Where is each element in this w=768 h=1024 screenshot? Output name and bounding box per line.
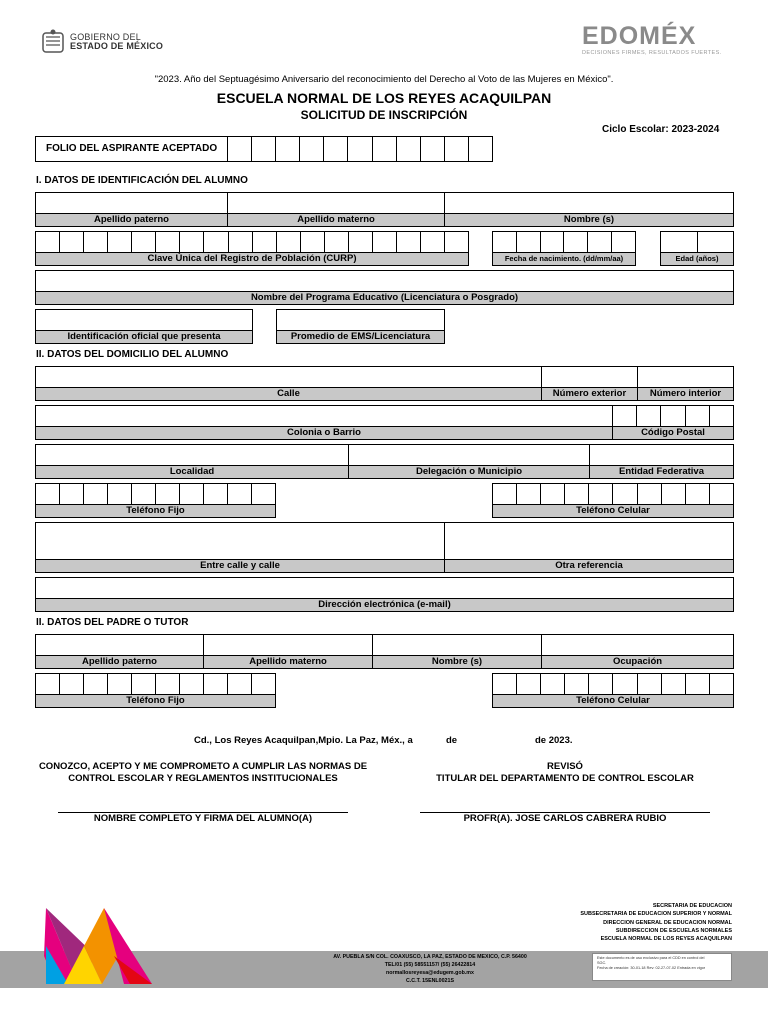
footer-address: AV. PUEBLA S/N COL. COAXUSCO, LA PAZ, ESTADO DE MEXICO, C.P. 56400 TEL/01 (55) 58551157/ (55) 26422814 normallosreyesa@edugem.gob.mx C.C.T. 15ENL0021S — [333, 954, 527, 984]
school-name: ESCUELA NORMAL DE LOS REYES ACAQUILPAN — [216, 90, 552, 106]
fecha-anio: de 2023. — [535, 735, 573, 746]
calle-label: Calle — [35, 387, 542, 401]
anio-leyenda: "2023. Año del Septuagésimo Aniversario del reconocimiento del Derecho al Voto de las Mujeres en México". — [154, 74, 614, 85]
alumno-telefono-celular-input[interactable] — [492, 483, 734, 505]
tutor-apellido-paterno-label: Apellido paterno — [35, 655, 204, 669]
ciclo-escolar: Ciclo Escolar: 2023-2024 — [602, 124, 720, 135]
tutor-telefono-celular-input[interactable] — [492, 673, 734, 695]
control-documental-box: Este documento es de uso exclusivo para el CDD en control del SGC. Fecha de creación: 30-01-18 Rev: 02-27-07-02 Entrada en vigor — [592, 953, 732, 981]
apellido-paterno-label: Apellido paterno — [35, 213, 228, 227]
folio-input[interactable] — [227, 136, 493, 162]
identificacion-input[interactable] — [35, 309, 253, 331]
promedio-label: Promedio de EMS/Licenciatura — [276, 330, 445, 344]
alumno-telefono-fijo-input[interactable] — [35, 483, 276, 505]
tutor-nombre-input[interactable] — [35, 634, 734, 656]
codigo-postal-input[interactable] — [612, 405, 734, 427]
curp-input[interactable] — [35, 231, 469, 253]
delegacion-label: Delegación o Municipio — [348, 465, 590, 479]
tutor-ocupacion-label: Ocupación — [541, 655, 734, 669]
tutor-telefono-fijo-input[interactable] — [35, 673, 276, 695]
tutor-nombre-label: Nombre (s) — [372, 655, 542, 669]
fecha-de: de — [446, 735, 458, 746]
section-tutor-title: II. DATOS DEL PADRE O TUTOR — [36, 617, 189, 628]
programa-input[interactable] — [35, 270, 734, 292]
curp-label: Clave Única del Registro de Población (CURP) — [35, 252, 469, 266]
gobierno-logo-text: GOBIERNO DEL ESTADO DE MÉXICO — [70, 32, 164, 51]
edad-input[interactable] — [660, 231, 734, 253]
compromiso-linea-1: CONOZCO, ACEPTO Y ME COMPROMETO A CUMPLIR LAS NORMAS DE — [38, 761, 368, 772]
apellido-materno-label: Apellido materno — [227, 213, 445, 227]
section-identificacion-title: I. DATOS DE IDENTIFICACIÓN DEL ALUMNO — [36, 175, 248, 186]
localidad-label: Localidad — [35, 465, 349, 479]
alumno-nombre-input[interactable] — [35, 192, 734, 214]
identificacion-label: Identificación oficial que presenta — [35, 330, 253, 344]
edomex-m-graphic-icon — [44, 906, 156, 990]
dependencias-list: SECRETARIA DE EDUCACION SUBSECRETARIA DE EDUCACION SUPERIOR Y NORMAL DIRECCION GENERAL DE EDUCACION NORMAL SUBDIRECCION DE ESCUELAS NORMALES ESCUELA NORMAL DE LOS REYES ACAQUILPAN — [580, 903, 732, 943]
promedio-input[interactable] — [276, 309, 445, 331]
entidad-label: Entidad Federativa — [589, 465, 734, 479]
fecha-nacimiento-input[interactable] — [492, 231, 636, 253]
colonia-label: Colonia o Barrio — [35, 426, 613, 440]
section-domicilio-title: II. DATOS DEL DOMICILIO DEL ALUMNO — [36, 349, 229, 360]
calle-input[interactable] — [35, 366, 734, 388]
programa-label: Nombre del Programa Educativo (Licenciatura o Posgrado) — [35, 291, 734, 305]
gobierno-escudo-icon — [40, 28, 66, 54]
firma-alumno-label: NOMBRE COMPLETO Y FIRMA DEL ALUMNO(A) — [93, 813, 313, 824]
firma-titular-label: PROFR(A). JOSE CARLOS CABRERA RUBIO — [463, 813, 667, 824]
edad-label: Edad (años) — [660, 252, 734, 266]
page-title: SOLICITUD DE INSCRIPCIÓN — [300, 108, 468, 122]
numero-interior-label: Número interior — [637, 387, 734, 401]
codigo-postal-label: Código Postal — [612, 426, 734, 440]
compromiso-linea-2: CONTROL ESCOLAR Y REGLAMENTOS INSTITUCIONALES — [68, 773, 338, 784]
tutor-telefono-celular-label: Teléfono Celular — [492, 694, 734, 708]
alumno-telefono-fijo-label: Teléfono Fijo — [35, 504, 276, 518]
entre-calle-label: Entre calle y calle — [35, 559, 445, 573]
fecha-lugar: Cd., Los Reyes Acaquilpan,Mpio. La Paz, Méx., a — [194, 735, 413, 746]
fecha-nacimiento-label: Fecha de nacimiento. (dd/mm/aa) — [492, 252, 636, 266]
nombre-label: Nombre (s) — [444, 213, 734, 227]
tutor-telefono-fijo-label: Teléfono Fijo — [35, 694, 276, 708]
email-input[interactable] — [35, 577, 734, 599]
referencias-input[interactable] — [35, 522, 734, 560]
otra-referencia-label: Otra referencia — [444, 559, 734, 573]
edomex-tagline: DECISIONES FIRMES, RESULTADOS FUERTES. — [582, 50, 722, 56]
alumno-telefono-celular-label: Teléfono Celular — [492, 504, 734, 518]
edomex-logo: EDOMÉX — [582, 22, 697, 50]
numero-exterior-label: Número exterior — [541, 387, 638, 401]
reviso-label: REVISÓ — [547, 761, 583, 772]
localidad-input[interactable] — [35, 444, 734, 466]
email-label: Dirección electrónica (e-mail) — [35, 598, 734, 612]
folio-label: FOLIO DEL ASPIRANTE ACEPTADO — [35, 136, 228, 162]
titular-label: TITULAR DEL DEPARTAMENTO DE CONTROL ESCOLAR — [436, 773, 694, 784]
tutor-apellido-materno-label: Apellido materno — [203, 655, 373, 669]
colonia-input[interactable] — [35, 405, 613, 427]
